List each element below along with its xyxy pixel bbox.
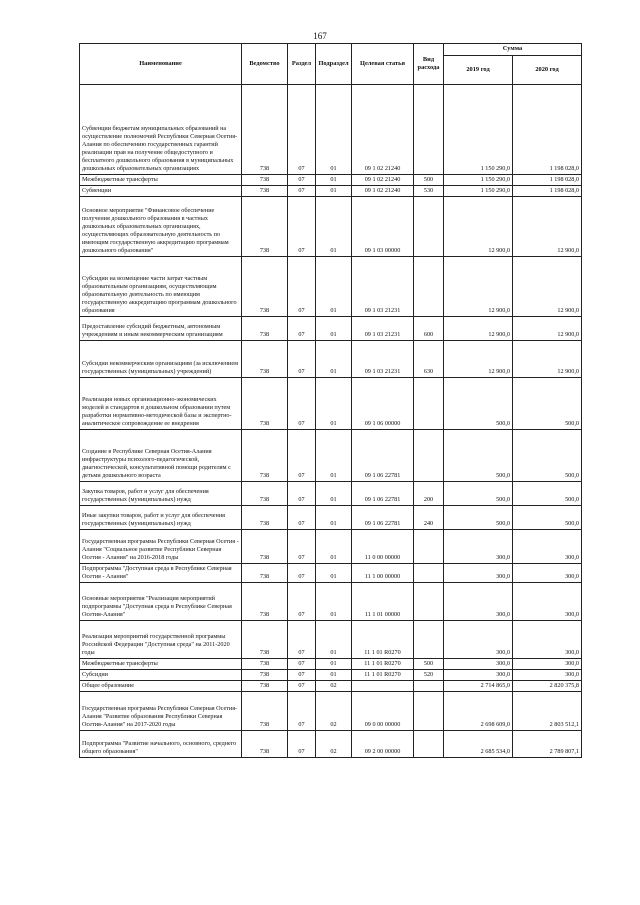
row-sum-2020: 500,0	[513, 378, 582, 430]
row-subsection: 01	[316, 175, 352, 186]
row-ministry: 738	[242, 341, 288, 378]
budget-table	[79, 43, 582, 758]
row-sum-2020: 500,0	[513, 506, 582, 530]
row-subsection: 01	[316, 85, 352, 175]
row-subsection: 01	[316, 430, 352, 482]
table-row	[80, 583, 582, 621]
row-target: 09 1 02 21240	[352, 186, 414, 197]
row-expense-type: 200	[414, 482, 444, 506]
header-expense-type: Вид расхода	[414, 44, 444, 85]
row-expense-type	[414, 564, 444, 583]
row-section: 07	[288, 731, 316, 758]
row-name: Реализация новых организационно-экономических моделей и стандартов в дошкольном образовании путем разработки нормативно-методической базы и экспертно-аналитическое сопровождение ее внедрения	[80, 378, 242, 430]
row-sum-2019: 500,0	[444, 430, 513, 482]
row-ministry: 738	[242, 378, 288, 430]
row-section: 07	[288, 175, 316, 186]
row-section: 07	[288, 85, 316, 175]
row-ministry: 738	[242, 564, 288, 583]
row-section: 07	[288, 430, 316, 482]
row-sum-2020: 300,0	[513, 621, 582, 659]
row-name: Основное мероприятие "Финансовое обеспечение получения дошкольного образования в частных дошкольных образовательных организациях, осуществляющих образовательную деятельность по имеющим государственную аккредитацию программам дошкольного образования"	[80, 197, 242, 257]
row-sum-2019: 12 900,0	[444, 197, 513, 257]
row-sum-2019: 2 698 609,0	[444, 692, 513, 731]
row-subsection: 02	[316, 681, 352, 692]
row-name: Подпрограмма "Доступная среда в Республике Северная Осетия - Алания"	[80, 564, 242, 583]
table-row	[80, 564, 582, 583]
row-section: 07	[288, 341, 316, 378]
table-body	[80, 85, 582, 758]
row-sum-2019: 300,0	[444, 530, 513, 564]
header-sum: Сумма	[444, 44, 582, 56]
row-ministry: 738	[242, 175, 288, 186]
row-section: 07	[288, 186, 316, 197]
row-subsection: 01	[316, 378, 352, 430]
row-subsection: 02	[316, 731, 352, 758]
row-name: Государственная программа Республики Северная Осетия-Алания "Развитие образования Республики Северная Осетия-Алания" на 2017-2020 годы	[80, 692, 242, 731]
table-row	[80, 341, 582, 378]
page-number: 167	[313, 31, 327, 41]
row-ministry: 738	[242, 257, 288, 317]
row-sum-2019: 500,0	[444, 482, 513, 506]
row-name: Основные мероприятия "Реализация мероприятий подпрограммы "Доступная среда в Республике Северная Осетия-Алания"	[80, 583, 242, 621]
row-sum-2020: 12 900,0	[513, 317, 582, 341]
row-section: 07	[288, 621, 316, 659]
row-ministry: 738	[242, 430, 288, 482]
row-expense-type: 630	[414, 341, 444, 378]
row-section: 07	[288, 530, 316, 564]
row-target: 09 1 02 21240	[352, 85, 414, 175]
row-ministry: 738	[242, 692, 288, 731]
row-expense-type: 500	[414, 659, 444, 670]
row-sum-2019: 500,0	[444, 506, 513, 530]
table-row	[80, 378, 582, 430]
row-expense-type	[414, 731, 444, 758]
table-row	[80, 257, 582, 317]
row-sum-2019: 300,0	[444, 564, 513, 583]
row-name: Субсидии некоммерческим организациям (за исключением государственных (муниципальных) учреждений)	[80, 341, 242, 378]
row-sum-2020: 300,0	[513, 670, 582, 681]
row-ministry: 738	[242, 317, 288, 341]
row-name: Государственная программа Республики Северная Осетия - Алания "Социальное развитие Республики Северная Осетия - Алания" на 2016-2018 годы	[80, 530, 242, 564]
table-row	[80, 659, 582, 670]
row-target: 11 1 01 R0270	[352, 621, 414, 659]
row-target: 09 1 03 21231	[352, 257, 414, 317]
row-sum-2019: 12 900,0	[444, 257, 513, 317]
row-subsection: 01	[316, 564, 352, 583]
row-sum-2019: 1 150 290,0	[444, 186, 513, 197]
row-subsection: 01	[316, 317, 352, 341]
row-name: Предоставление субсидий бюджетным, автономным учреждениям и иным некоммерческим организациям	[80, 317, 242, 341]
row-name: Иные закупки товаров, работ и услуг для обеспечения государственных (муниципальных) нужд	[80, 506, 242, 530]
row-target: 11 1 01 00000	[352, 583, 414, 621]
row-subsection: 01	[316, 621, 352, 659]
row-section: 07	[288, 257, 316, 317]
row-subsection: 01	[316, 506, 352, 530]
row-subsection: 01	[316, 341, 352, 378]
table-row	[80, 670, 582, 681]
row-target: 09 1 03 21231	[352, 317, 414, 341]
row-sum-2019: 300,0	[444, 670, 513, 681]
row-sum-2019: 12 900,0	[444, 341, 513, 378]
row-sum-2020: 12 900,0	[513, 257, 582, 317]
row-target: 09 1 03 21231	[352, 341, 414, 378]
row-sum-2020: 300,0	[513, 564, 582, 583]
table-row	[80, 186, 582, 197]
row-sum-2019: 300,0	[444, 621, 513, 659]
header-ministry: Ведомство	[242, 44, 288, 85]
row-name: Создание в Республике Северная Осетия-Алания инфраструктуры психолого-педагогической, диагностической, консультативной помощи родителям с детьми дошкольного возраста	[80, 430, 242, 482]
row-ministry: 738	[242, 681, 288, 692]
row-expense-type	[414, 681, 444, 692]
row-name: Закупка товаров, работ и услуг для обеспечения государственных (муниципальных) нужд	[80, 482, 242, 506]
row-sum-2020: 12 900,0	[513, 197, 582, 257]
row-sum-2019: 1 150 290,0	[444, 85, 513, 175]
row-sum-2020: 1 198 028,0	[513, 186, 582, 197]
row-subsection: 01	[316, 197, 352, 257]
row-name: Межбюджетные трансферты	[80, 659, 242, 670]
header-section: Раздел	[288, 44, 316, 85]
table-row	[80, 430, 582, 482]
row-sum-2020: 300,0	[513, 530, 582, 564]
row-target	[352, 681, 414, 692]
row-section: 07	[288, 197, 316, 257]
row-expense-type	[414, 197, 444, 257]
row-target: 11 1 01 R0270	[352, 659, 414, 670]
row-target: 09 1 06 22781	[352, 482, 414, 506]
table-row	[80, 731, 582, 758]
row-sum-2020: 1 198 028,0	[513, 175, 582, 186]
row-section: 07	[288, 659, 316, 670]
row-ministry: 738	[242, 659, 288, 670]
row-target: 11 1 00 00000	[352, 564, 414, 583]
table-row	[80, 175, 582, 186]
row-sum-2020: 300,0	[513, 659, 582, 670]
row-section: 07	[288, 692, 316, 731]
row-sum-2019: 12 900,0	[444, 317, 513, 341]
row-name: Общее образование	[80, 681, 242, 692]
row-target: 11 0 00 00000	[352, 530, 414, 564]
row-sum-2020: 1 198 028,0	[513, 85, 582, 175]
row-name: Реализация мероприятий государственной программы Российской Федерации "Доступная среда" на 2011-2020 годы	[80, 621, 242, 659]
row-name: Межбюджетные трансферты	[80, 175, 242, 186]
row-ministry: 738	[242, 621, 288, 659]
table-row	[80, 317, 582, 341]
row-ministry: 738	[242, 197, 288, 257]
row-sum-2020: 500,0	[513, 430, 582, 482]
row-name: Субсидии на возмещение части затрат частным образовательным организациям, осуществляющим образовательную деятельность по имеющим государственную аккредитацию программам дошкольного образования	[80, 257, 242, 317]
row-sum-2019: 300,0	[444, 659, 513, 670]
row-sum-2019: 2 685 534,0	[444, 731, 513, 758]
table-row	[80, 85, 582, 175]
row-sum-2019: 500,0	[444, 378, 513, 430]
row-ministry: 738	[242, 482, 288, 506]
table-row	[80, 197, 582, 257]
row-section: 07	[288, 670, 316, 681]
row-expense-type	[414, 621, 444, 659]
row-ministry: 738	[242, 530, 288, 564]
row-ministry: 738	[242, 583, 288, 621]
row-expense-type	[414, 378, 444, 430]
row-subsection: 01	[316, 482, 352, 506]
row-section: 07	[288, 378, 316, 430]
row-target: 09 1 06 00000	[352, 378, 414, 430]
row-expense-type: 520	[414, 670, 444, 681]
row-name: Подпрограмма "Развитие начального, основного, среднего общего образования"	[80, 731, 242, 758]
header-name: Наименование	[80, 44, 242, 85]
row-ministry: 738	[242, 186, 288, 197]
row-ministry: 738	[242, 85, 288, 175]
table-row	[80, 530, 582, 564]
row-section: 07	[288, 317, 316, 341]
row-subsection: 01	[316, 670, 352, 681]
row-name: Субвенции бюджетам муниципальных образований на осуществление полномочий Республики Северная Осетия-Алания по обеспечению государственных гарантий реализации прав на получение общедоступного и бесплатного дошкольного образования в муниципальных дошкольных образовательных организациях	[80, 85, 242, 175]
row-section: 07	[288, 681, 316, 692]
row-expense-type	[414, 530, 444, 564]
row-target: 09 0 00 00000	[352, 692, 414, 731]
table-row	[80, 681, 582, 692]
row-subsection: 01	[316, 257, 352, 317]
row-expense-type	[414, 257, 444, 317]
row-section: 07	[288, 583, 316, 621]
row-ministry: 738	[242, 670, 288, 681]
row-ministry: 738	[242, 506, 288, 530]
row-expense-type: 600	[414, 317, 444, 341]
header-2019: 2019 год	[444, 56, 513, 85]
header-target: Целевая статья	[352, 44, 414, 85]
row-name: Субвенции	[80, 186, 242, 197]
row-sum-2020: 2 820 375,8	[513, 681, 582, 692]
row-sum-2019: 2 714 865,0	[444, 681, 513, 692]
row-subsection: 02	[316, 692, 352, 731]
row-sum-2020: 300,0	[513, 583, 582, 621]
row-name: Субсидии	[80, 670, 242, 681]
row-target: 11 1 01 R0270	[352, 670, 414, 681]
row-expense-type: 500	[414, 175, 444, 186]
row-subsection: 01	[316, 583, 352, 621]
row-sum-2020: 2 803 512,1	[513, 692, 582, 731]
row-section: 07	[288, 564, 316, 583]
row-ministry: 738	[242, 731, 288, 758]
row-subsection: 01	[316, 186, 352, 197]
row-target: 09 2 00 00000	[352, 731, 414, 758]
row-sum-2019: 300,0	[444, 583, 513, 621]
row-expense-type	[414, 692, 444, 731]
row-sum-2020: 2 789 807,1	[513, 731, 582, 758]
header-2020: 2020 год	[513, 56, 582, 85]
row-sum-2019: 1 150 290,0	[444, 175, 513, 186]
row-expense-type: 530	[414, 186, 444, 197]
row-expense-type	[414, 430, 444, 482]
row-target: 09 1 06 22781	[352, 506, 414, 530]
row-section: 07	[288, 506, 316, 530]
table-header	[80, 44, 582, 85]
row-expense-type	[414, 85, 444, 175]
row-subsection: 01	[316, 530, 352, 564]
row-target: 09 1 06 22781	[352, 430, 414, 482]
row-target: 09 1 02 21240	[352, 175, 414, 186]
row-sum-2020: 12 900,0	[513, 341, 582, 378]
row-target: 09 1 03 00000	[352, 197, 414, 257]
table-row	[80, 506, 582, 530]
row-subsection: 01	[316, 659, 352, 670]
row-sum-2020: 500,0	[513, 482, 582, 506]
row-section: 07	[288, 482, 316, 506]
table-row	[80, 621, 582, 659]
row-expense-type: 240	[414, 506, 444, 530]
row-expense-type	[414, 583, 444, 621]
table-row	[80, 482, 582, 506]
table-row	[80, 692, 582, 731]
header-subsection: Подраздел	[316, 44, 352, 85]
